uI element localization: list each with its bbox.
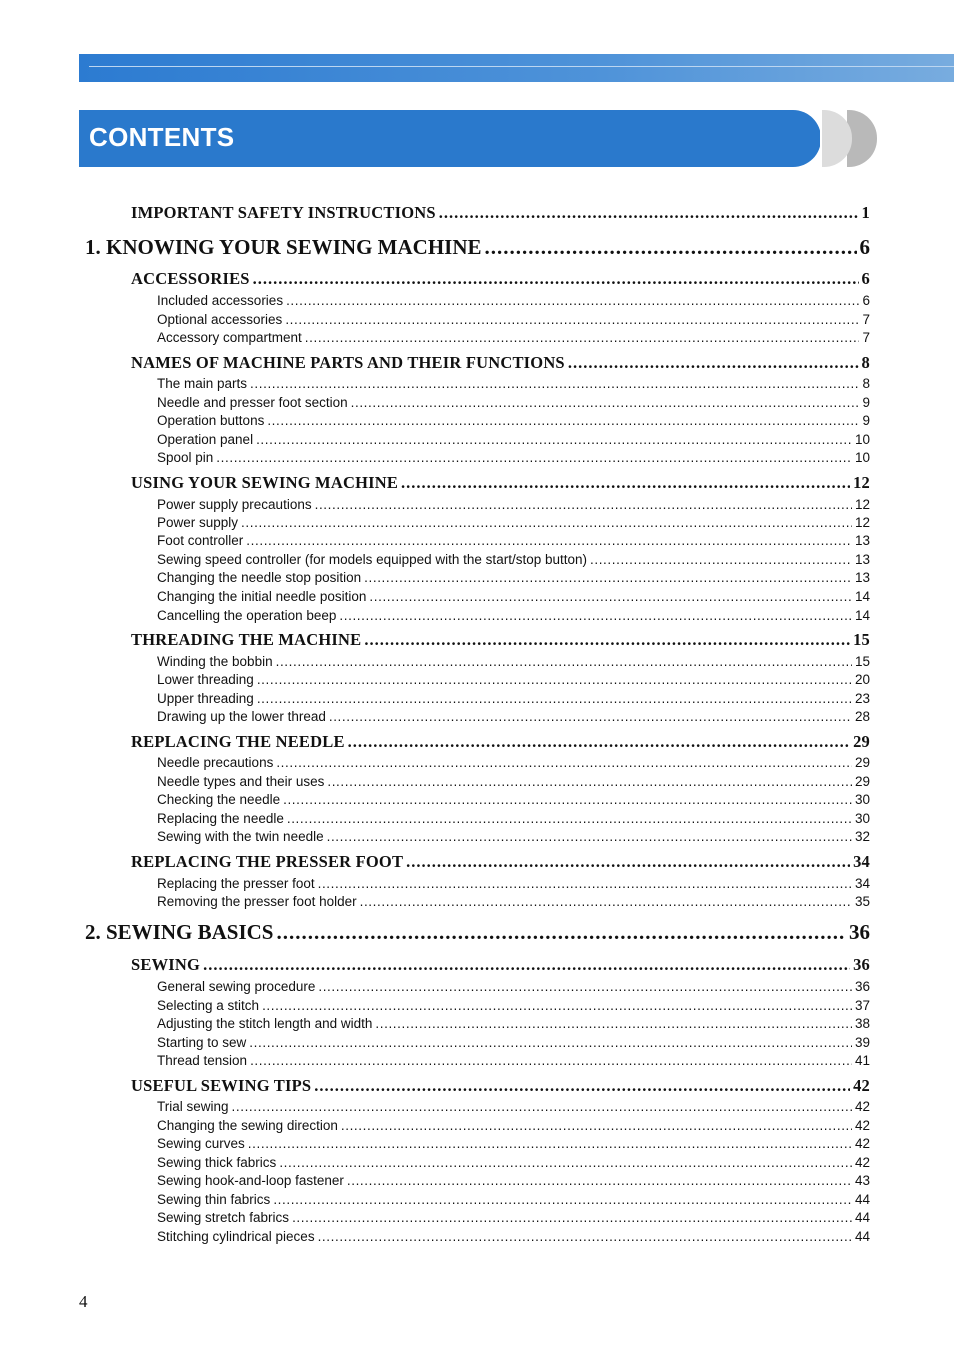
toc-entry-page: 34 (853, 852, 870, 871)
toc-entry-page: 12 (854, 497, 870, 512)
toc-entry-page: 13 (854, 552, 870, 567)
toc-entry-page: 29 (854, 774, 870, 789)
toc-entry-title: ACCESSORIES (131, 269, 250, 288)
toc-section[interactable] (131, 473, 870, 493)
page-title: CONTENTS (89, 122, 235, 152)
toc-entry-page: 38 (854, 1016, 870, 1031)
toc-entry-page: 13 (854, 570, 870, 585)
toc-chapter[interactable] (85, 920, 870, 945)
toc-entry-page: 42 (854, 1136, 870, 1151)
dot-leader (286, 293, 859, 308)
dot-leader (439, 203, 859, 223)
dot-leader (327, 829, 852, 844)
toc-entry-title: Foot controller (157, 533, 244, 548)
toc-entry-title: Included accessories (157, 293, 284, 308)
toc-entry-page: 35 (854, 894, 870, 909)
toc-entry-title: Adjusting the stitch length and width (157, 1016, 373, 1031)
toc-item[interactable] (157, 672, 870, 687)
toc-section[interactable] (131, 1076, 870, 1096)
toc-entry-title: Spool pin (157, 450, 214, 465)
toc-entry-title: Sewing curves (157, 1136, 245, 1151)
dot-leader (341, 1118, 852, 1133)
dot-leader (348, 732, 850, 752)
toc-entry-title: Accessory compartment (157, 330, 302, 345)
toc-entry-title: Needle precautions (157, 755, 274, 770)
toc-entry-title: Thread tension (157, 1053, 248, 1068)
toc-entry-title: Cancelling the operation beep (157, 608, 337, 623)
contents-title-bar (79, 110, 821, 167)
toc-entry-title: Removing the presser foot holder (157, 894, 357, 909)
dot-leader (287, 811, 852, 826)
dot-leader (364, 630, 850, 650)
toc-entry-page: 36 (854, 979, 870, 994)
dot-leader (203, 955, 850, 975)
toc-section[interactable] (131, 732, 870, 752)
toc-entry-title: Sewing stretch fabrics (157, 1210, 290, 1225)
toc-entry-title: Operation buttons (157, 413, 265, 428)
dot-leader (283, 792, 852, 807)
toc-item[interactable] (157, 552, 870, 567)
toc-entry-page: 28 (854, 709, 870, 724)
toc-item[interactable] (157, 1136, 870, 1151)
toc-entry-title: Lower threading (157, 672, 254, 687)
dot-leader (347, 1173, 852, 1188)
toc-item[interactable] (157, 1118, 870, 1133)
dot-leader (285, 312, 859, 327)
toc-item[interactable] (157, 654, 870, 669)
toc-item[interactable] (157, 432, 870, 447)
toc-item[interactable] (157, 774, 870, 789)
toc-item[interactable] (157, 709, 870, 724)
toc-item[interactable] (157, 515, 870, 530)
toc-entry-page: 36 (853, 955, 870, 974)
toc-entry-page: 6 (859, 235, 870, 259)
toc-item[interactable] (157, 413, 870, 428)
toc-item[interactable] (157, 1210, 870, 1225)
toc-item[interactable] (157, 497, 870, 512)
toc-item[interactable] (157, 811, 870, 826)
toc-item[interactable] (157, 998, 870, 1013)
dot-leader (257, 691, 852, 706)
toc-entry-title: Checking the needle (157, 792, 281, 807)
toc-entry-title: Operation panel (157, 432, 254, 447)
toc-entry-title: Stitching cylindrical pieces (157, 1229, 315, 1244)
toc-entry-page: 39 (854, 1035, 870, 1050)
dot-leader (257, 672, 852, 687)
toc-entry-page: 1 (861, 203, 870, 222)
toc-entry-page: 42 (854, 1118, 870, 1133)
toc-entry-title: Sewing thick fabrics (157, 1155, 277, 1170)
toc-entry-page: 44 (854, 1192, 870, 1207)
toc-entry-title: The main parts (157, 376, 248, 391)
toc-entry-page: 9 (862, 413, 870, 428)
dot-leader (360, 894, 852, 909)
toc-entry-title: Power supply precautions (157, 497, 312, 512)
toc-entry-title: Optional accessories (157, 312, 283, 327)
toc-entry-page: 42 (853, 1076, 870, 1095)
dot-leader (318, 876, 852, 891)
dot-leader (249, 1035, 852, 1050)
toc-item[interactable] (157, 979, 870, 994)
toc-entry-page: 12 (853, 473, 870, 492)
dot-leader (256, 432, 852, 447)
dot-leader (232, 1099, 852, 1114)
dot-leader (568, 353, 859, 373)
toc-entry-title: USING YOUR SEWING MACHINE (131, 473, 399, 492)
toc-item[interactable] (157, 570, 870, 585)
toc-entry-title: Upper threading (157, 691, 254, 706)
toc-item[interactable] (157, 1192, 870, 1207)
toc-entry-title: REPLACING THE NEEDLE (131, 732, 345, 751)
dot-leader (276, 755, 852, 770)
dot-leader (401, 473, 850, 493)
toc-entry-page: 15 (854, 654, 870, 669)
toc-entry-title: Sewing thin fabrics (157, 1192, 271, 1207)
toc-entry-title: Sewing with the twin needle (157, 829, 324, 844)
toc-entry-title: Needle and presser foot section (157, 395, 348, 410)
toc-entry-title: USEFUL SEWING TIPS (131, 1076, 312, 1095)
toc-entry-title: Selecting a stitch (157, 998, 260, 1013)
toc-entry-page: 12 (854, 515, 870, 530)
toc-entry-page: 42 (854, 1099, 870, 1114)
toc-entry-title: Drawing up the lower thread (157, 709, 326, 724)
header-band (79, 54, 954, 82)
page-number: 4 (79, 1292, 88, 1311)
toc-item[interactable] (157, 876, 870, 891)
toc-entry-title: General sewing procedure (157, 979, 316, 994)
dot-leader (276, 654, 852, 669)
dot-leader (267, 413, 859, 428)
dot-leader (276, 920, 846, 945)
toc-section[interactable] (131, 269, 870, 289)
toc-item[interactable] (157, 376, 870, 391)
dot-leader (314, 1076, 850, 1096)
toc-item[interactable] (157, 1099, 870, 1114)
toc-entry-title: Changing the needle stop position (157, 570, 362, 585)
toc-item[interactable] (157, 1173, 870, 1188)
toc-entry-page: 20 (854, 672, 870, 687)
toc-section[interactable] (131, 955, 870, 975)
toc-entry-page: 14 (854, 608, 870, 623)
toc-entry-page: 10 (854, 432, 870, 447)
toc-entry-title: IMPORTANT SAFETY INSTRUCTIONS (131, 203, 436, 222)
dot-leader (485, 235, 857, 260)
toc-entry-page: 34 (854, 876, 870, 891)
toc-entry-page: 13 (854, 533, 870, 548)
dot-leader (292, 1210, 852, 1225)
dot-leader (262, 998, 852, 1013)
dot-leader (329, 709, 852, 724)
toc-item[interactable] (157, 792, 870, 807)
toc-entry-title: Trial sewing (157, 1099, 229, 1114)
toc-chapter[interactable] (85, 235, 870, 260)
toc-entry-page: 30 (854, 792, 870, 807)
toc-entry-page: 41 (854, 1053, 870, 1068)
dot-leader (369, 589, 852, 604)
toc-entry-title: Power supply (157, 515, 239, 530)
toc-entry-page: 9 (862, 395, 870, 410)
toc-entry-page: 10 (854, 450, 870, 465)
toc-entry-page: 30 (854, 811, 870, 826)
toc-entry-title: Sewing speed controller (for models equipped with the start/stop button) (157, 552, 587, 567)
toc-entry-title: SEWING (131, 955, 201, 974)
toc-item[interactable] (157, 1155, 870, 1170)
toc-item[interactable] (157, 312, 870, 327)
toc-entry-page: 7 (862, 330, 870, 345)
dot-leader (375, 1016, 852, 1031)
toc-entry-page: 43 (854, 1173, 870, 1188)
toc-item[interactable] (157, 691, 870, 706)
toc-entry-title: Changing the sewing direction (157, 1118, 338, 1133)
toc-entry-title: 2. SEWING BASICS (85, 920, 274, 944)
toc-entry-page: 23 (854, 691, 870, 706)
dot-leader (248, 1136, 852, 1151)
toc-item[interactable] (157, 450, 870, 465)
toc-section[interactable] (131, 852, 870, 872)
toc-entry-page: 37 (854, 998, 870, 1013)
dot-leader (590, 552, 852, 567)
toc-item[interactable] (157, 293, 870, 308)
dot-leader (327, 774, 852, 789)
dot-leader (318, 1229, 852, 1244)
toc-item[interactable] (157, 1053, 870, 1068)
toc-entry-page: 44 (854, 1210, 870, 1225)
toc-section[interactable] (131, 203, 870, 223)
dot-leader (250, 1053, 852, 1068)
dot-leader (250, 376, 859, 391)
dot-leader (351, 395, 860, 410)
toc-entry-title: THREADING THE MACHINE (131, 630, 362, 649)
toc-entry-page: 32 (854, 829, 870, 844)
toc-entry-page: 29 (854, 755, 870, 770)
toc-entry-title: NAMES OF MACHINE PARTS AND THEIR FUNCTIONS (131, 353, 565, 372)
toc-entry-page: 44 (854, 1229, 870, 1244)
toc-entry-title: Winding the bobbin (157, 654, 273, 669)
toc-item[interactable] (157, 1035, 870, 1050)
dot-leader (273, 1192, 852, 1207)
toc-entry-title: Starting to sew (157, 1035, 247, 1050)
toc-entry-page: 6 (861, 269, 870, 288)
dot-leader (246, 533, 852, 548)
dot-leader (279, 1155, 852, 1170)
toc-item[interactable] (157, 1016, 870, 1031)
toc-entry-page: 14 (854, 589, 870, 604)
dot-leader (216, 450, 852, 465)
toc-item[interactable] (157, 755, 870, 770)
toc-entry-page: 8 (861, 353, 870, 372)
toc-item[interactable] (157, 330, 870, 345)
toc-entry-title: Sewing hook-and-loop fastener (157, 1173, 344, 1188)
toc-entry-title: Replacing the presser foot (157, 876, 315, 891)
toc-item[interactable] (157, 533, 870, 548)
dot-leader (315, 497, 852, 512)
toc-entry-page: 8 (862, 376, 870, 391)
toc-entry-title: Replacing the needle (157, 811, 284, 826)
header-rule (89, 66, 954, 67)
toc-entry-page: 36 (849, 920, 870, 944)
toc-entry-page: 42 (854, 1155, 870, 1170)
toc-item[interactable] (157, 608, 870, 623)
dot-leader (241, 515, 852, 530)
toc-entry-title: Needle types and their uses (157, 774, 325, 789)
toc-item[interactable] (157, 829, 870, 844)
dot-leader (253, 269, 859, 289)
toc-entry-title: Changing the initial needle position (157, 589, 367, 604)
toc-entry-title: 1. KNOWING YOUR SEWING MACHINE (85, 235, 482, 259)
toc-entry-page: 6 (862, 293, 870, 308)
toc-section[interactable] (131, 630, 870, 650)
toc-entry-page: 29 (853, 732, 870, 751)
dot-leader (318, 979, 852, 994)
toc-item[interactable] (157, 894, 870, 909)
toc-item[interactable] (157, 1229, 870, 1244)
dot-leader (339, 608, 852, 623)
toc-section[interactable] (131, 353, 870, 373)
dot-leader (305, 330, 860, 345)
toc-entry-title: REPLACING THE PRESSER FOOT (131, 852, 404, 871)
toc-item[interactable] (157, 589, 870, 604)
dot-leader (364, 570, 852, 585)
toc-entry-page: 7 (862, 312, 870, 327)
dot-leader (406, 852, 850, 872)
toc-entry-page: 15 (853, 630, 870, 649)
toc-item[interactable] (157, 395, 870, 410)
